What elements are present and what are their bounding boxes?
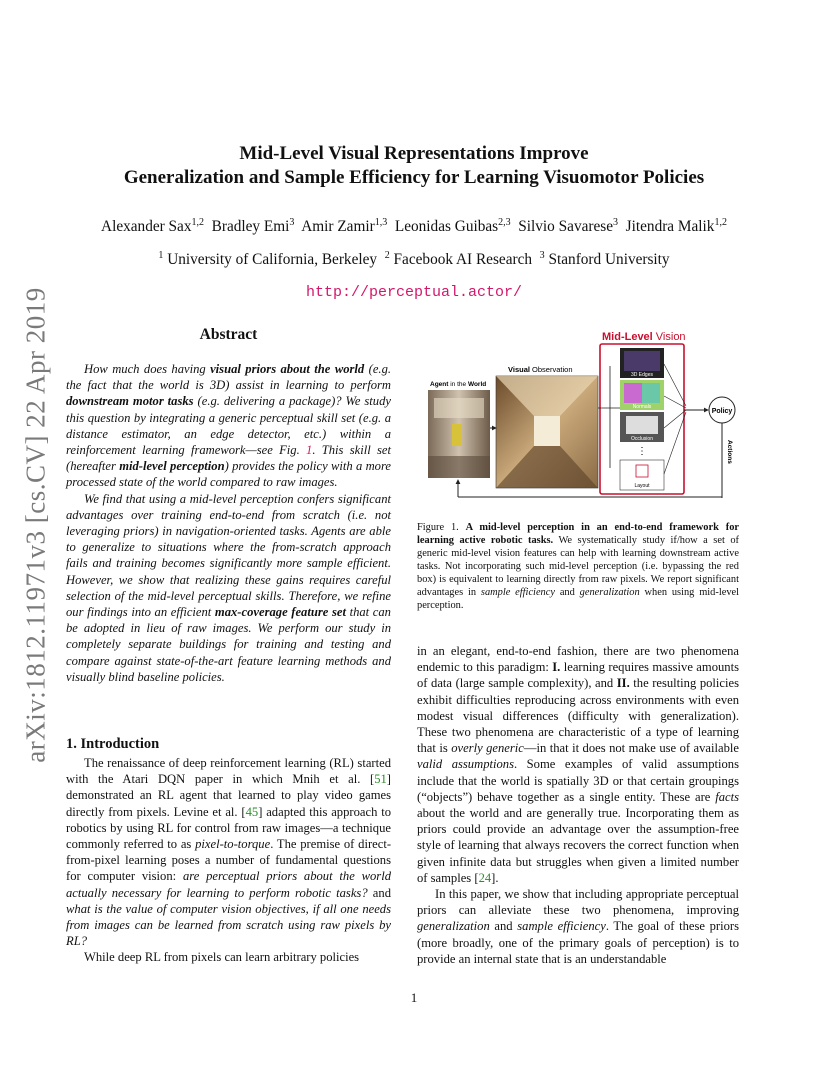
italic-run: what is the value of computer vision objectives, if all one needs from images can be learned from scratch using raw pixels by RL? [66, 901, 391, 949]
svg-text:Normals: Normals [632, 404, 652, 410]
author-affiliation-mark: 1,3 [374, 216, 388, 228]
text-run: —in that it does not make use of available [523, 741, 739, 756]
text-run: How much does having [84, 362, 211, 376]
bold-run: downstream motor tasks [66, 394, 194, 409]
text-run: ]. [491, 870, 499, 885]
section-heading-introduction: 1. Introduction [66, 736, 160, 752]
page-number: 1 [410, 990, 418, 1005]
affiliation-name: University of California, Berkeley [163, 251, 378, 268]
author-name: Bradley Emi [211, 218, 290, 235]
italic-run: generalization [417, 919, 490, 934]
italic-run: pixel-to-torque [195, 837, 271, 852]
affiliation-name: Facebook AI Research [389, 251, 533, 268]
intro-paragraph-1 [66, 755, 391, 949]
affiliation-list [40, 251, 788, 269]
text-run: . Some examples of valid assumptions include that the world is spatially 3D or that certain groupings (“objects”) behave together as a single entity. These are [417, 757, 739, 804]
bold-run: I. [552, 660, 561, 675]
text-run: . The premise of direct-from-pixel learning poses a number of fundamental questions for computer vision: [66, 837, 392, 884]
bold-run: visual priors about the world [210, 362, 365, 376]
caption-and: and [554, 587, 580, 598]
text-run: We find that using a mid-level perception confers significant advantages over training end-to-end from scratch (i.e. not leveraging priors) in navigation-oriented tasks. Agents are able to generalize to situations where the from-scratch approach fails and training becomes significantly more sample efficient. However, we show that realizing these gains requires careful selection of the mid-level perceptual skills. Therefore, we refine our findings into an efficient [66, 491, 391, 620]
figure-1-caption [417, 521, 739, 612]
text-run: ) provides the policy with a more processed state of the world compared to raw images. [66, 459, 391, 490]
bold-run: mid-level perception [119, 459, 225, 474]
text-run: . This skill set (hereafter [66, 443, 391, 474]
author-affiliation-mark: 3 [289, 216, 295, 228]
actions-label: Actions [726, 440, 733, 464]
text-run: learning requires massive amounts of data (large sample complexity), and [417, 660, 739, 691]
text-run: and [489, 919, 518, 934]
affiliation-name: Stanford University [544, 251, 670, 268]
text-run: in an elegant, end-to-end fashion, there are two phenomena endemic to this paradigm: [417, 644, 739, 675]
italic-run: sample efficiency [517, 919, 606, 934]
caption-italic-1: sample efficiency [480, 587, 555, 598]
feature-occlusion [620, 412, 664, 442]
text-run: . The goal of these priors (more broadly, one of the primary goals of perception) is to provide an internal state that is an understandable [417, 919, 739, 966]
caption-bold: A mid-level perception in an end-to-end framework for learning active robotic tasks. [417, 522, 739, 546]
feature-normals [620, 380, 664, 410]
figure-1-diagram [424, 328, 742, 498]
arxiv-sidebar-stamp: arXiv:1812.11971v3 [cs.CV] 22 Apr 2019 [20, 287, 51, 763]
text-run: ] adapted this approach to robotics by using RL for control from raw images—a technique commonly referred to as [66, 804, 391, 852]
italic-run: facts [715, 789, 739, 804]
paper-title-line-2: Generalization and Sample Efficiency for Learning Visuomotor Policies [123, 167, 705, 188]
robot-agent-icon [452, 424, 462, 446]
abstract-body [66, 361, 391, 685]
bold-run: max-coverage feature set [214, 605, 346, 620]
feature-3d-edges [620, 348, 664, 378]
italic-run: overly generic [451, 741, 524, 756]
visual-observation-label: Visual Observation [508, 365, 573, 374]
affiliation-number: 3 [539, 249, 545, 261]
caption-italic-2: generalization [579, 587, 640, 598]
svg-text:Layout: Layout [634, 483, 650, 489]
text-run: the resulting policies exhibit difficulties reproducing across environments with even modest visual differences (difficulty with generalization). These two phenomena are characteristic of a type of learning that is [417, 676, 739, 756]
right-column-body [417, 643, 739, 967]
italic-run: are perceptual priors about the world actually necessary for learning to perform robotic tasks? [66, 869, 391, 900]
bold-run: II. [616, 676, 630, 691]
feature-layout [620, 460, 664, 490]
caption-text-2: when using mid-level perception. [417, 587, 740, 611]
italic-run: valid assumptions [417, 757, 514, 772]
right-paragraph-2 [417, 886, 739, 967]
text-run: about the world and are generally true. Incorporating them as priors could provide an advantage over the assumption-free style of learning that always recovers the correct function when given infinite data but struggles when given a limited number of samples [ [417, 806, 739, 885]
author-affiliation-mark: 2,3 [498, 216, 511, 228]
author-name: Amir Zamir [301, 218, 375, 235]
affiliation-number: 2 [384, 249, 390, 261]
more-features-ellipsis: ⋮ [637, 446, 647, 457]
text-run: The renaissance of deep reinforcement learning (RL) started with the Atari DQN paper in which Mnih et al. [ [66, 756, 391, 787]
text-run: (e.g. the fact that the world is 3D) assist in learning to perform [66, 362, 392, 393]
text-run: In this paper, we show that including appropriate perceptual priors can alleviate these two phenomena, improving [417, 887, 739, 918]
abstract-heading: Abstract [199, 326, 258, 343]
text-run: and [367, 885, 391, 900]
author-list [40, 218, 788, 236]
author-affiliation-mark: 3 [613, 216, 619, 228]
author-name: Leonidas Guibas [394, 218, 499, 235]
right-paragraph-1 [417, 643, 739, 886]
intro-paragraph-2: While deep RL from pixels can learn arbitrary policies [84, 950, 360, 965]
abstract-paragraph-1 [66, 361, 391, 491]
text-run: ] demonstrated an RL agent that learned to play video games directly from pixels. Levine et al. [ [66, 772, 391, 819]
abstract-paragraph-2 [66, 491, 391, 685]
agent-label: Agent in the World [430, 381, 487, 388]
text-run: (e.g. delivering a package)? We study this question by integrating a generic perceptual skill set (e.g. a distance estimator, an edge detector, etc.) within a reinforcement learning framework—see Fig. [66, 394, 391, 458]
svg-text:3D Edges: 3D Edges [631, 372, 653, 378]
introduction-body [66, 755, 391, 966]
citation-link[interactable]: 51 [374, 772, 387, 787]
caption-text-1: We systematically study if/how a set of generic mid-level vision features can help with learning downstream active tasks. Not incorporating such mid-level perception (i.e. bypassing the red box) is equivalent to learning directly from raw pixels. We report significant advantages in [417, 535, 740, 598]
author-name: Alexander Sax [101, 218, 192, 235]
text-run: that can be adopted in lieu of raw images. We perform our study in completely separate buildings for training and testing and compare against state-of-the-art feature learning methods and visually blind baseline policies. [66, 605, 391, 684]
citation-link[interactable]: 45 [245, 804, 259, 819]
figure-ref-link[interactable]: 1 [306, 443, 313, 458]
project-url-link[interactable]: http://perceptual.actor/ [305, 284, 523, 301]
citation-link[interactable]: 24 [478, 870, 492, 885]
paper-title-line-1: Mid-Level Visual Representations Improve [239, 143, 589, 164]
svg-text:Occlusion: Occlusion [631, 436, 653, 442]
author-affiliation-mark: 1,2 [714, 216, 727, 228]
caption-prefix: Figure 1. [417, 522, 466, 533]
mid-level-vision-title: Mid-Level Vision [602, 331, 686, 343]
policy-label: Policy [711, 408, 733, 415]
author-affiliation-mark: 1,2 [191, 216, 204, 228]
author-name: Silvio Savarese [518, 218, 614, 235]
author-name: Jitendra Malik [625, 218, 715, 235]
affiliation-number: 1 [158, 249, 164, 261]
